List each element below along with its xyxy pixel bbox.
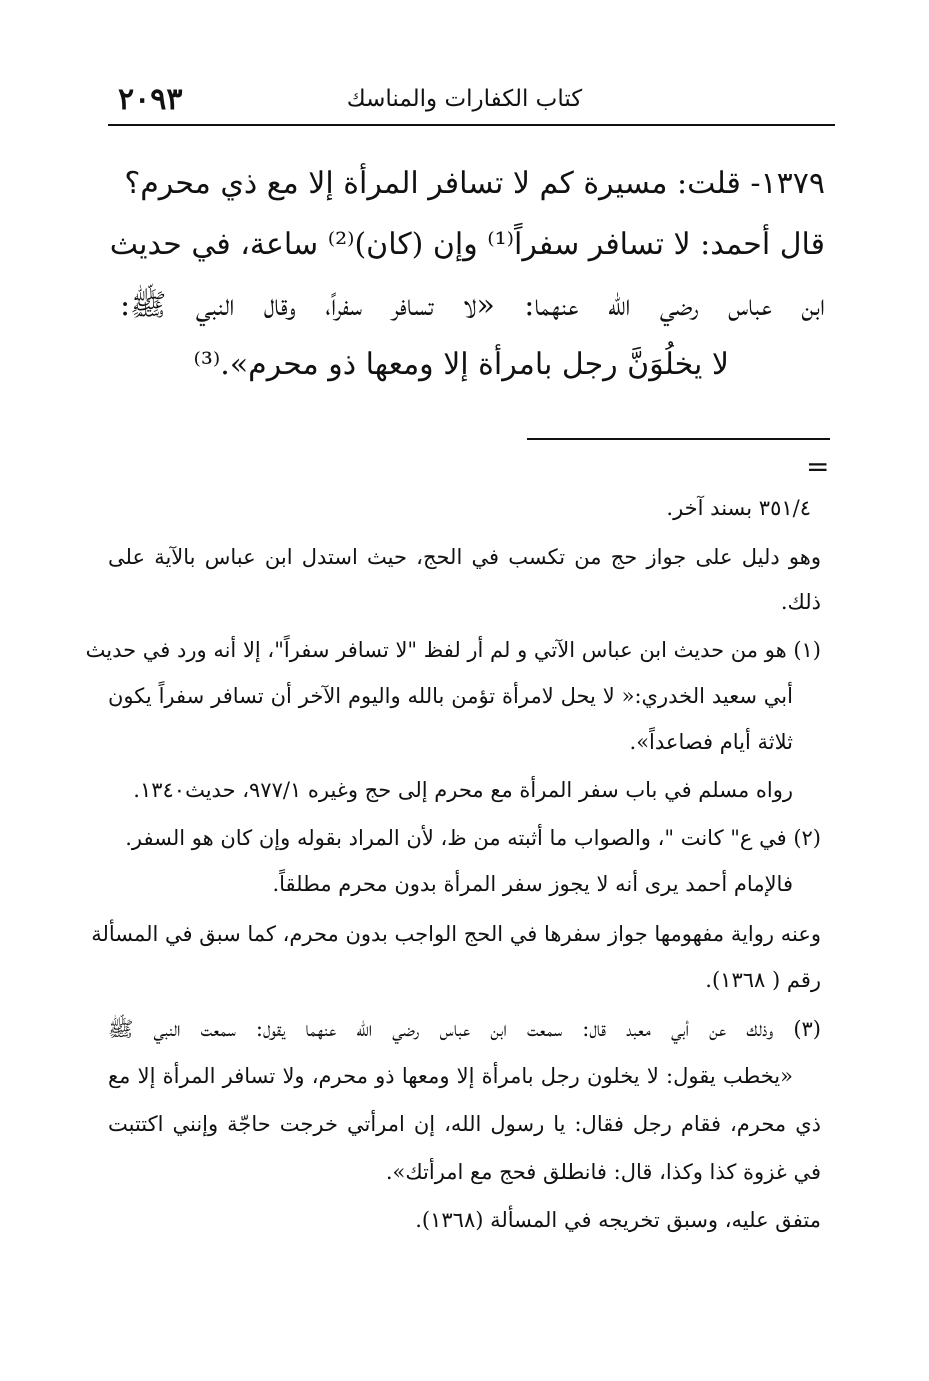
main-text-line: ابن عباس رضي الله عنهما: «لا تسافر سفراً، وقال النبي ﷺ: [120,288,825,323]
footnote-line: وعنه رواية مفهومها جواز سفرها في الحج الواجب بدون محرم، كما سبق في المسألة [91,922,821,946]
footnote-line: ثلاثة أيام فصاعداً». [629,730,793,754]
footnote-line: رقم ( ١٣٦٨). [705,968,821,992]
main-text-line: قال أحمد: لا تسافر سفراً⁽¹⁾ وإن (كان)⁽²⁾ ساعة، في حديث [109,227,825,262]
header-rule [108,124,835,126]
footnote-line: أبي سعيد الخدري:« لا يحل لامرأة تؤمن بالله واليوم الآخر أن تسافر سفراً يكون [108,684,793,708]
footnote-line: رواه مسلم في باب سفر المرأة مع محرم إلى حج وغيره ٩٧٧/١، حديث١٣٤٠. [133,778,793,802]
footnote-line: «يخطب يقول: لا يخلون رجل بامرأة إلا ومعها ذو محرم، ولا تسافر المرأة إلا مع [108,1064,793,1088]
footnote-separator [527,438,830,440]
footnote-line: متفق عليه، وسبق تخريجه في المسألة (١٣٦٨). [415,1208,821,1232]
continuation-mark: = [806,450,830,483]
footnote-line: في غزوة كذا وكذا، قال: فانطلق فحج مع امرأتك». [385,1160,821,1184]
running-header-title: كتاب الكفارات والمناسك [346,86,583,112]
footnote-line: ذي محرم، فقام رجل فقال: يا رسول الله، إن امرأتي خرجت حاجّة وإنني اكتتبت [108,1112,821,1136]
footnote-line: ذلك. [780,590,821,614]
footnote-line: فالإمام أحمد يرى أنه لا يجوز سفر المرأة بدون محرم مطلقاً. [272,872,793,896]
footnote-line: وهو دليل على جواز حج من تكسب في الحج، حيث استدل ابن عباس بالآية على [108,545,821,569]
footnote-line: (٣) وذلك عن أبي معبد قال: سمعت ابن عباس رضي الله عنهما يقول: سمعت النبي ﷺ [108,1017,821,1041]
footnote-line: (١) هو من حديث ابن عباس الآتي و لم أر لفظ "لا تسافر سفراً"، إلا أنه ورد في حديث [85,638,821,662]
page-number: ٢٠٩٣ [118,82,183,117]
main-text-line: لا يخلُوَنَّ رجل بامرأة إلا ومعها ذو محرم».⁽³⁾ [193,347,729,382]
footnote-line: ٣٥١/٤ بسند آخر. [666,496,811,520]
footnote-line: (٢) في ع" كانت "، والصواب ما أثبته من ظ، لأن المراد بقوله وإن كان هو السفر. [125,826,821,850]
main-text-line: ١٣٧٩- قلت: مسيرة كم لا تسافر المرأة إلا مع ذي محرم؟ [124,166,825,201]
